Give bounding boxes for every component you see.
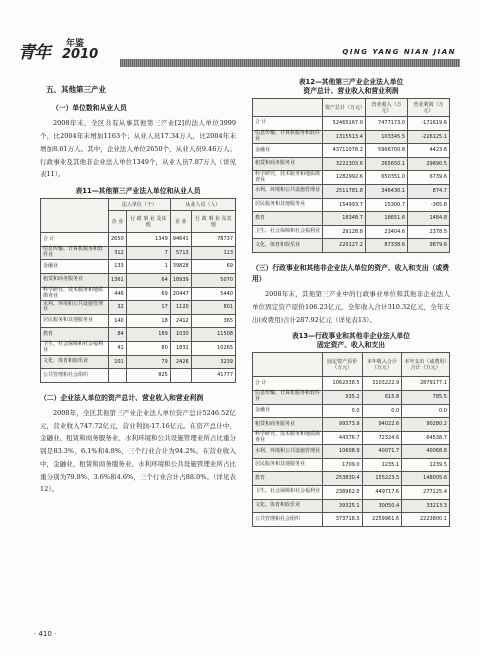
row-label: 卫生、社会保障和社会福利业: [253, 486, 323, 500]
row-label: 信息传输、计算机服务和软件业: [41, 246, 109, 260]
cell-value: 113: [191, 246, 235, 260]
cell-value: 10608.9: [323, 445, 363, 459]
cell-value: 2378.5: [408, 225, 450, 239]
cell-value: 3239: [191, 355, 235, 369]
table-row: [253, 445, 450, 459]
cell-value: 41: [109, 341, 127, 355]
cell-value: 23404.6: [365, 225, 407, 239]
table-row: [41, 328, 236, 342]
row-label: 水利、环境和公共设施管理业: [41, 301, 109, 315]
cell-value: 69: [191, 260, 235, 274]
table-row: [41, 260, 236, 274]
row-label: 金融业: [253, 404, 323, 418]
cell-value: 1315513.4: [323, 130, 366, 144]
cell-value: 39325.1: [323, 499, 363, 513]
table-row: [253, 212, 450, 226]
row-label: 信息传输、计算机服务和软件业: [253, 390, 323, 404]
table-row: [253, 513, 450, 527]
table-12-col1: 资产总计（万元）: [323, 99, 366, 117]
row-label: 文化、体育和娱乐业: [253, 239, 323, 253]
cell-value: 30050.4: [362, 499, 402, 513]
cell-value: 3222303.6: [323, 157, 366, 171]
row-label: 教育: [253, 212, 323, 226]
cell-value: 103345.5: [365, 130, 407, 144]
table-11-sub-admin-2: 行 政 事 业 及其他: [191, 211, 235, 233]
row-label: 居民服务和其他服务业: [41, 314, 109, 328]
table-row: [253, 171, 450, 185]
table-11: [40, 198, 236, 383]
cell-value: 78737: [191, 233, 235, 247]
table-12: [252, 98, 450, 253]
cell-value: -226125.1: [408, 130, 450, 144]
cell-value: 29128.8: [323, 225, 366, 239]
row-label: 卫生、社会保障和社会福利业: [253, 225, 323, 239]
cell-value: 18: [126, 314, 170, 328]
table-row: [253, 472, 450, 486]
cell-value: 5070: [191, 273, 235, 287]
row-label: 居民服务和其他服务业: [253, 198, 323, 212]
table-row: [41, 287, 236, 301]
table-row: [253, 486, 450, 500]
cell-value: 79: [126, 355, 170, 369]
table-11-group2: 从业人员（人）: [170, 199, 235, 211]
cell-value: 825: [126, 369, 170, 383]
table-11-sub-enterprise-2: 企 业: [170, 211, 191, 233]
row-label: 文化、体育和娱乐业: [41, 355, 109, 369]
table-row: [253, 458, 450, 472]
table-row: [253, 431, 450, 445]
cell-value: 365: [191, 314, 235, 328]
row-label: 水利、环境和公共设施管理业: [253, 184, 323, 198]
row-label: 卫生、社会保障和社会福利业: [41, 341, 109, 355]
row-label: 合 计: [41, 233, 109, 247]
cell-value: 20447: [170, 287, 191, 301]
table-row: [253, 117, 450, 131]
cell-value: 94022.6: [362, 418, 402, 432]
table-row: [41, 355, 236, 369]
table-13-title-line1: 表13—行政事业和其他非企业法人单位: [291, 332, 411, 341]
cell-value: 4423.6: [408, 144, 450, 158]
row-label: 水利、环境和公共设施管理业: [253, 445, 323, 459]
page-header: [0, 0, 480, 70]
cell-value: 346430.1: [365, 184, 407, 198]
left-column: [40, 76, 236, 496]
paragraph-2: 2008年，全区其他第三产业企业法人单位资产总计5246.52亿元，营业收入747.72亿元，营业利润-17.16亿元。在资产总计中，金融业、租赁和商务服务业、水利环境和公共设施管理业所占比重分别是83.3%、6.1%和4.8%，三个行业合计为94.2%。在营业收入中，金融业、租赁和商务服务业、水利环境和公共设施管理业所占比重分别为79.8%、3.6%和4.6%，三个行业合计占88.0%。（详见表12）。: [40, 408, 236, 494]
cell-value: -171619.6: [408, 117, 450, 131]
cell-value: [109, 369, 127, 383]
cell-value: 2650: [109, 233, 127, 247]
cell-value: 87338.6: [365, 239, 407, 253]
table-11-title: 表11—其他第三产业法人单位和从业人员: [75, 187, 201, 196]
row-label: 租赁和商务服务业: [253, 157, 323, 171]
row-label: 租赁和商务服务业: [41, 273, 109, 287]
subsection-1-title: （一）单位数和从业人员: [52, 103, 127, 112]
cell-value: 0.0: [323, 404, 363, 418]
cell-value: 39828: [170, 260, 191, 274]
right-column: [252, 76, 450, 527]
logo-year: 2010: [62, 47, 99, 62]
cell-value: 43711078.2: [323, 144, 366, 158]
row-label: 金融业: [41, 260, 109, 274]
table-row: [41, 233, 236, 247]
table-12-corner: [253, 99, 323, 117]
table-row: [41, 273, 236, 287]
cell-value: 189: [126, 328, 170, 342]
cell-value: 41777: [191, 369, 235, 383]
running-header: QING YANG NIAN JIAN: [342, 48, 456, 56]
cell-value: 874.7: [408, 184, 450, 198]
cell-value: 650351.0: [365, 171, 407, 185]
table-13-corner: [253, 353, 323, 377]
table-row: [253, 404, 450, 418]
table-row: [253, 144, 450, 158]
table-row: [253, 499, 450, 513]
cell-value: 1361: [109, 273, 127, 287]
logo-script: 青年: [18, 43, 50, 63]
table-13-col1: 固定资产原价（万元）: [323, 353, 363, 377]
cell-value: 99373.9: [323, 418, 363, 432]
cell-value: 101: [109, 355, 127, 369]
table-row: [253, 130, 450, 144]
table-12-col2: 营业收入（万元）: [365, 99, 407, 117]
cell-value: 64: [126, 273, 170, 287]
table-row: [41, 314, 236, 328]
cell-value: 44376.7: [323, 431, 363, 445]
cell-value: 5966700.8: [365, 144, 407, 158]
cell-value: 33213.3: [402, 499, 450, 513]
row-label: 文化、体育和娱乐业: [253, 499, 323, 513]
cell-value: 238962.0: [323, 486, 363, 500]
cell-value: 615.8: [362, 390, 402, 404]
cell-value: [170, 369, 191, 383]
cell-value: 6739.6: [408, 171, 450, 185]
cell-value: 18348.7: [323, 212, 366, 226]
cell-value: 3103222.9: [362, 377, 402, 391]
cell-value: 446: [109, 287, 127, 301]
table-row: [253, 184, 450, 198]
cell-value: 2511781.8: [323, 184, 366, 198]
row-label: 公共管理和社会组织: [41, 369, 109, 383]
table-row: [253, 198, 450, 212]
cell-value: 1235.1: [362, 458, 402, 472]
table-12-title-line2: 资产总计、营业收入和营业利润: [303, 87, 399, 95]
cell-value: 15300.7: [365, 198, 407, 212]
row-label: 教育: [253, 472, 323, 486]
subsection-3-title: （三）行政事业和其他非企业法人单位的资产、收入和支出（或费用）: [252, 263, 450, 283]
row-label: 科学研究、技术服务和地质勘查业: [253, 171, 323, 185]
cell-value: 312: [109, 246, 127, 260]
cell-value: 140: [109, 314, 127, 328]
cell-value: 2412: [170, 314, 191, 328]
cell-value: 373718.3: [323, 513, 363, 527]
cell-value: 80: [126, 341, 170, 355]
table-13-col3: 本年支出（或费用）合计（万元）: [402, 353, 450, 377]
cell-value: 84: [109, 328, 127, 342]
cell-value: 1484.8: [408, 212, 450, 226]
cell-value: 90280.2: [402, 418, 450, 432]
table-13-col2: 本年收入合计（万元）: [362, 353, 402, 377]
row-label: 教育: [41, 328, 109, 342]
table-row: [41, 369, 236, 383]
table-row: [253, 157, 450, 171]
cell-value: 277225.4: [402, 486, 450, 500]
cell-value: 72324.6: [362, 431, 402, 445]
paragraph-3: 2008年末，其他第三产业中的行政事业单位和其他非企业法人单位固定资产原价106.23亿元，全年收入合计310.32亿元，全年支出(或费用)合计287.92亿元（详见表13）。: [252, 289, 450, 324]
cell-value: 1282992.6: [323, 171, 366, 185]
cell-value: 148005.6: [402, 472, 450, 486]
cell-value: 1239.5: [402, 458, 450, 472]
cell-value: 253830.4: [323, 472, 363, 486]
cell-value: 29890.5: [408, 157, 450, 171]
table-13-title: [252, 332, 450, 350]
cell-value: 7477173.0: [365, 117, 407, 131]
table-row: [253, 418, 450, 432]
cell-value: 1030: [170, 328, 191, 342]
cell-value: 335.2: [323, 390, 363, 404]
row-label: 信息传输、计算机服务和软件业: [253, 130, 323, 144]
cell-value: 2259961.6: [362, 513, 402, 527]
cell-value: 69: [126, 287, 170, 301]
table-row: [253, 377, 450, 391]
cell-value: 9879.6: [408, 239, 450, 253]
cell-value: 155223.5: [362, 472, 402, 486]
table-11-sub-enterprise: 企 业: [109, 211, 127, 233]
table-11-sub-admin: 行 政 事 业 及其他: [126, 211, 170, 233]
cell-value: 2426: [170, 355, 191, 369]
row-label: 科学研究、技术服务和地质勘查业: [41, 287, 109, 301]
table-row: [41, 341, 236, 355]
cell-value: 1831: [170, 341, 191, 355]
row-label: 合 计: [253, 377, 323, 391]
cell-value: 40068.8: [402, 445, 450, 459]
cell-value: -365.8: [408, 198, 450, 212]
table-13-title-line2: 固定资产、收入和支出: [317, 341, 385, 350]
table-12-title-line1: 表12—其他第三产业企业法人单位: [298, 78, 404, 86]
table-12-col3: 营业利润（万元）: [408, 99, 450, 117]
table-13: [252, 352, 450, 527]
page-number: · 410 ·: [34, 630, 57, 638]
cell-value: 5440: [191, 287, 235, 301]
cell-value: 1349: [126, 233, 170, 247]
cell-value: 94641: [170, 233, 191, 247]
cell-value: 7: [126, 246, 170, 260]
subsection-2-title: （二）企业法人单位的资产总计、营业收入和营业利润: [40, 393, 204, 402]
cell-value: 801: [191, 301, 235, 315]
cell-value: 18939: [170, 273, 191, 287]
cell-value: 1120: [170, 301, 191, 315]
cell-value: 1: [126, 260, 170, 274]
cell-value: 17: [126, 301, 170, 315]
row-label: 科学研究、技术服务和地质勘查业: [253, 431, 323, 445]
cell-value: 10265: [191, 341, 235, 355]
table-row: [41, 246, 236, 260]
cell-value: 2879177.1: [402, 377, 450, 391]
cell-value: 133: [109, 260, 127, 274]
row-label: 租赁和商务服务业: [253, 418, 323, 432]
cell-value: 32: [109, 301, 127, 315]
cell-value: 11508: [191, 328, 235, 342]
section-title: 五、其他第三产业: [46, 85, 106, 94]
yearbook-logo: [18, 38, 118, 66]
cell-value: 64538.7: [402, 431, 450, 445]
cell-value: 18651.6: [365, 212, 407, 226]
table-row: [253, 239, 450, 253]
cell-value: 0.0: [402, 404, 450, 418]
cell-value: 785.5: [402, 390, 450, 404]
table-row: [253, 225, 450, 239]
cell-value: 265650.1: [365, 157, 407, 171]
row-label: 合 计: [253, 117, 323, 131]
table-row: [41, 301, 236, 315]
row-label: 居民服务和其他服务业: [253, 458, 323, 472]
table-row: [253, 390, 450, 404]
cell-value: 154993.7: [323, 198, 366, 212]
cell-value: 2223800.1: [402, 513, 450, 527]
cell-value: 220127.2: [323, 239, 366, 253]
header-decor-bar: [120, 59, 460, 67]
paragraph-1: 2008年末，全区共有从事其他第三产业[2]的法人单位3999个，比2004年末增加1163个；从业人员17.34万人，比2004年末增加8.61万人。其中，企业法人单位2650个，从业人员9.46万人；行政事业及其他非企业法人单位1349个，从业人员7.87万人（详见表11）。: [40, 119, 236, 179]
cell-value: 52465167.0: [323, 117, 366, 131]
cell-value: 0.0: [362, 404, 402, 418]
cell-value: 449717.6: [362, 486, 402, 500]
table-12-title: [252, 78, 450, 96]
table-11-group1: 法人单位（个）: [109, 199, 171, 211]
logo-nian: 年鉴: [66, 39, 85, 49]
row-label: 金融业: [253, 144, 323, 158]
row-label: 公共管理和社会组织: [253, 513, 323, 527]
cell-value: 40071.7: [362, 445, 402, 459]
cell-value: 1709.0: [323, 458, 363, 472]
table-11-corner: [41, 199, 109, 233]
cell-value: 5713: [170, 246, 191, 260]
cell-value: 1062338.5: [323, 377, 363, 391]
